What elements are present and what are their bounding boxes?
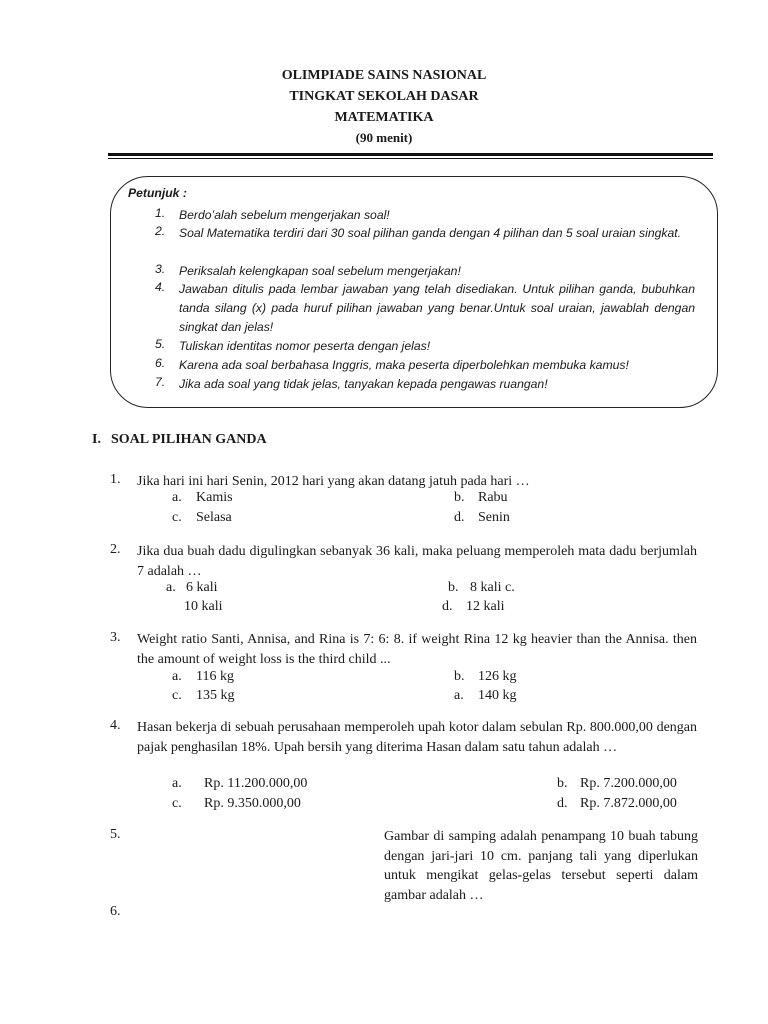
- header-rule-thin: [108, 158, 713, 159]
- option-text: Rabu: [478, 490, 508, 505]
- option-letter: b.: [454, 490, 465, 505]
- option-text: Selasa: [196, 510, 232, 525]
- exam-level: TINGKAT SEKOLAH DASAR: [289, 89, 479, 104]
- exam-duration: (90 menit): [355, 130, 413, 145]
- question-number: 2.: [110, 542, 121, 557]
- option-text: Rp. 7.200.000,00: [580, 776, 677, 791]
- question-number: 1.: [110, 472, 121, 487]
- question-number: 4.: [110, 718, 121, 733]
- instruction-item: Soal Matematika terdiri dari 30 soal pilihan ganda dengan 4 pilihan dan 5 soal uraian singkat.: [179, 226, 682, 240]
- section-title: SOAL PILIHAN GANDA: [111, 432, 267, 447]
- option-text: Rp. 9.350.000,00: [204, 796, 301, 811]
- option-letter: a.: [166, 580, 176, 595]
- option-letter: a.: [172, 669, 182, 684]
- question-number: 5.: [110, 827, 121, 842]
- question-number: 6.: [110, 904, 121, 919]
- option-letter: b.: [448, 580, 459, 595]
- section-label: I.: [92, 432, 101, 447]
- exam-subject: MATEMATIKA: [334, 110, 434, 125]
- option-letter: d.: [442, 599, 453, 614]
- instruction-num: 5.: [155, 337, 166, 351]
- instruction-item: Tuliskan identitas nomor peserta dengan jelas!: [179, 339, 431, 353]
- question-text: Weight ratio Santi, Annisa, and Rina is 7: 6: 8. if weight Rina 12 kg heavier than the Annisa. then the amount of weight loss is the third child ...: [137, 632, 697, 667]
- instruction-item: Jawaban ditulis pada lembar jawaban yang telah disediakan. Untuk pilihan ganda, bubuhkan tanda silang (x) pada huruf pilihan jawaban yang benar.Untuk soal uraian, jawablah dengan singkat dan jelas!: [179, 282, 695, 334]
- option-text: 116 kg: [196, 669, 234, 684]
- instruction-item: Karena ada soal berbahasa Inggris, maka peserta diperbolehkan membuka kamus!: [179, 358, 629, 372]
- option-text: Senin: [478, 510, 510, 525]
- option-letter: c.: [172, 510, 182, 525]
- option-letter: c.: [172, 688, 182, 703]
- option-text: 140 kg: [478, 688, 517, 703]
- instruction-num: 3.: [155, 262, 166, 276]
- option-text: 12 kali: [466, 599, 505, 614]
- option-letter: a.: [172, 490, 182, 505]
- option-letter: b.: [454, 669, 465, 684]
- option-letter: a.: [454, 688, 464, 703]
- option-text: Kamis: [196, 490, 233, 505]
- question-number: 3.: [110, 630, 121, 645]
- instruction-item: Jika ada soal yang tidak jelas, tanyakan kepada pengawas ruangan!: [179, 377, 548, 391]
- option-letter: d.: [557, 796, 568, 811]
- option-text: Rp. 11.200.000,00: [204, 776, 308, 791]
- option-text: 135 kg: [196, 688, 235, 703]
- option-letter: c.: [172, 796, 182, 811]
- instruction-num: 2.: [155, 224, 166, 238]
- question-text: Jika hari ini hari Senin, 2012 hari yang akan datang jatuh pada hari …: [137, 474, 530, 489]
- instruction-item: Berdo’alah sebelum mengerjakan soal!: [179, 208, 390, 222]
- header-rule-thick: [108, 153, 713, 156]
- question-text: Jika dua buah dadu digulingkan sebanyak 36 kali, maka peluang memperoleh mata dadu berjumlah 7 adalah …: [137, 544, 697, 579]
- question-text: Gambar di samping adalah penampang 10 buah tabung dengan jari-jari 10 cm. panjang tali yang diperlukan untuk mengikat gelas-gelas tersebut seperti dalam gambar adalah …: [384, 829, 698, 903]
- option-text: 126 kg: [478, 669, 517, 684]
- option-letter: b.: [557, 776, 568, 791]
- option-text: Rp. 7.872.000,00: [580, 796, 677, 811]
- option-text: 10 kali: [184, 599, 223, 614]
- instructions-title: Petunjuk :: [128, 186, 187, 200]
- instruction-item: Periksalah kelengkapan soal sebelum mengerjakan!: [179, 264, 461, 278]
- option-letter: d.: [454, 510, 465, 525]
- option-text: 6 kali: [186, 580, 218, 595]
- question-text: Hasan bekerja di sebuah perusahaan memperoleh upah kotor dalam sebulan Rp. 800.000,00 dengan pajak penghasilan 18%. Upah bersih yang diterima Hasan dalam satu tahun adalah …: [137, 720, 697, 755]
- option-text: 8 kali c.: [470, 580, 515, 595]
- instruction-num: 7.: [155, 375, 166, 389]
- option-letter: a.: [172, 776, 182, 791]
- instruction-num: 4.: [155, 280, 166, 294]
- instruction-num: 1.: [155, 206, 166, 220]
- exam-title: OLIMPIADE SAINS NASIONAL: [281, 68, 487, 83]
- instruction-num: 6.: [155, 356, 166, 370]
